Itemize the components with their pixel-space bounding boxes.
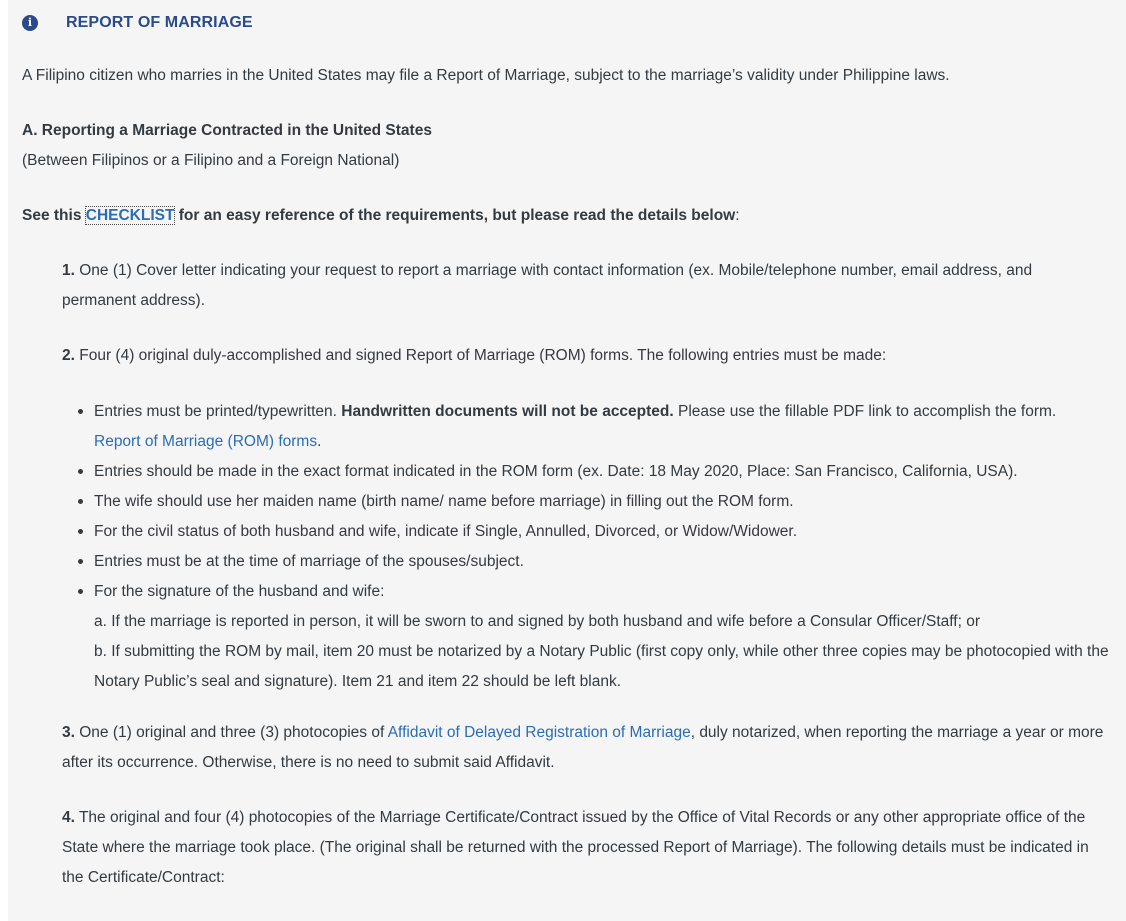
sub-item-b: b. If submitting the ROM by mail, item 20 must be notarized by a Notary Public (first copy only, while other three copies may be photocopied with the Notary Public’s seal and signature). Item 21 and item 22 should be left blank. (94, 643, 1109, 690)
item-number: 1. (62, 262, 75, 279)
section-a (22, 116, 1114, 176)
list-item (62, 397, 1112, 457)
affidavit-link[interactable]: Affidavit of Delayed Registration of Marriage (387, 724, 691, 741)
checklist-line (22, 201, 1114, 231)
list-item: Entries must be at the time of marriage of the spouses/subject. (62, 547, 1112, 577)
checklist-link[interactable]: CHECKLIST (85, 207, 175, 224)
bullet-text: For the signature of the husband and wife: (94, 583, 385, 600)
checklist-suffix: for an easy reference of the requirements, but please read the details below (174, 207, 736, 224)
item-number: 2. (62, 347, 75, 364)
requirement-item-4 (62, 803, 1108, 893)
bullet-text: Please use the fillable PDF link to accomplish the form. (673, 403, 1057, 420)
intro-paragraph: A Filipino citizen who marries in the United States may file a Report of Marriage, subject to the marriage’s validity under Philippine laws. (22, 67, 950, 84)
checklist-prefix: See this (22, 207, 86, 224)
bullet-period: . (317, 433, 322, 450)
panel-header (22, 8, 253, 38)
list-item: Entries should be made in the exact format indicated in the ROM form (ex. Date: 18 May 2020, Place: San Francisco, California, USA). (62, 457, 1112, 487)
item-text: One (1) original and three (3) photocopies of (74, 724, 388, 741)
rom-forms-link[interactable]: Report of Marriage (ROM) forms (94, 433, 318, 450)
list-item (62, 577, 1112, 697)
checklist-colon: : (735, 207, 740, 224)
rom-entry-rules-list (62, 397, 1112, 697)
panel-title: REPORT OF MARRIAGE (66, 14, 253, 31)
requirement-item-3 (62, 718, 1108, 778)
list-item: The wife should use her maiden name (birth name/ name before marriage) in filling out the ROM form. (62, 487, 1112, 517)
item-number: 3. (62, 724, 75, 741)
bullet-bold-text: Handwritten documents will not be accepted. (341, 403, 674, 420)
item-text: , duly notarized, when reporting the marriage a year or more after its occurrence. Otherwise, there is no need to submit said Affidavit. (62, 724, 1104, 771)
bullet-text: Entries must be printed/typewritten. (94, 403, 342, 420)
sub-item-a: a. If the marriage is reported in person, it will be sworn to and signed by both husband and wife before a Consular Officer/Staff; or (94, 613, 981, 630)
section-a-heading: A. Reporting a Marriage Contracted in the United States (22, 122, 432, 139)
section-a-subheading: (Between Filipinos or a Filipino and a Foreign National) (22, 152, 400, 169)
item-number: 4. (62, 809, 75, 826)
list-item: For the civil status of both husband and wife, indicate if Single, Annulled, Divorced, or Widow/Widower. (62, 517, 1112, 547)
item-text: One (1) Cover letter indicating your request to report a marriage with contact information (ex. Mobile/telephone number, email address, and permanent address). (62, 262, 1033, 309)
requirement-item-1 (62, 256, 1108, 316)
requirement-item-2 (62, 341, 1108, 371)
info-icon: i (22, 15, 38, 31)
report-of-marriage-panel (8, 0, 1126, 921)
item-text: The original and four (4) photocopies of the Marriage Certificate/Contract issued by the Office of Vital Records or any other appropriate office of the State where the marriage took place. (The original shall be returned with the processed Report of Marriage). The following details must be indicated in the Certificate/Contract: (62, 809, 1089, 886)
item-text: Four (4) original duly-accomplished and signed Report of Marriage (ROM) forms. The following entries must be made: (74, 347, 887, 364)
